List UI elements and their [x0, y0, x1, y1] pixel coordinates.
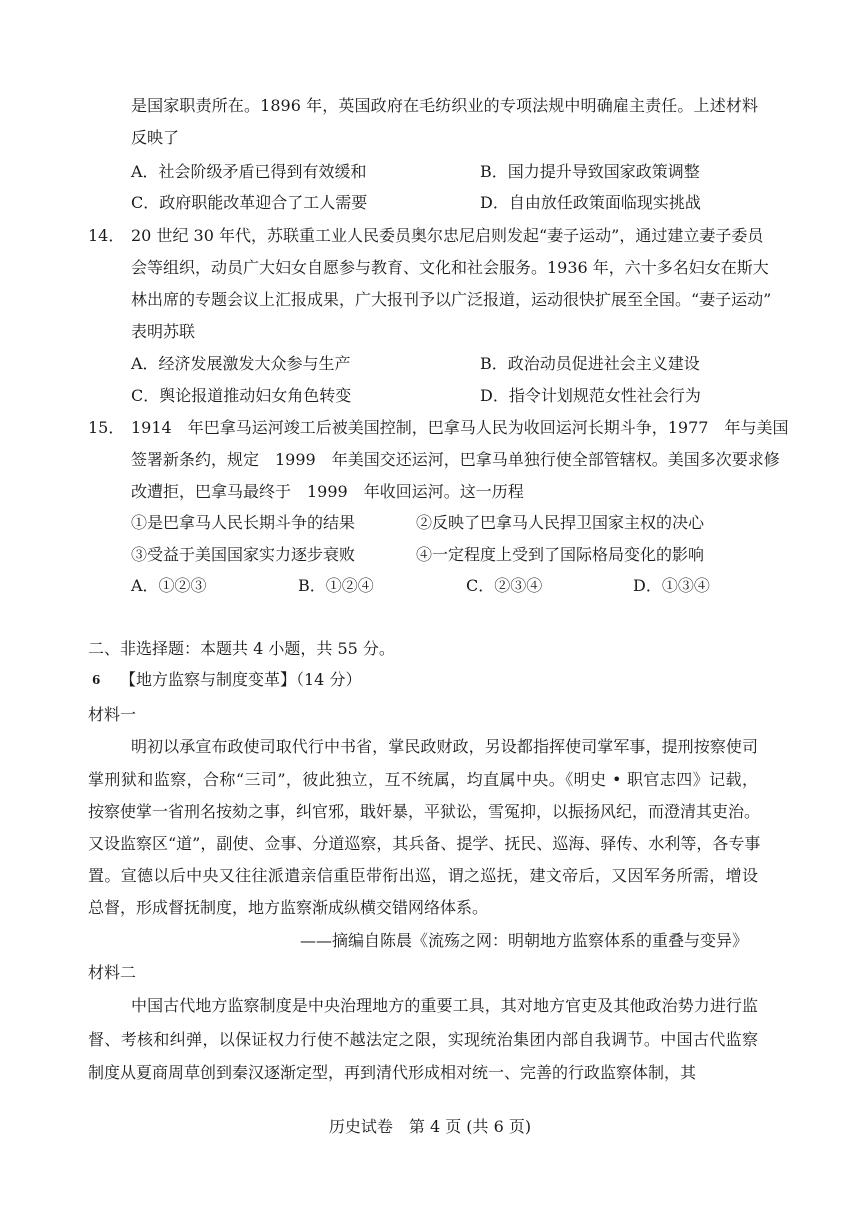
q16-number: 6: [92, 673, 101, 687]
q15-statement-1: ①是巴拿马人民长期斗争的结果: [131, 513, 356, 532]
material-1-line: 总督，形成督抚制度，地方监察渐成纵横交错网络体系。: [88, 898, 489, 917]
material-1-label: 材料一: [88, 705, 137, 724]
q13-option-d: D．自由放任政策面临现实挑战: [480, 193, 701, 212]
material-2-line: 制度从夏商周草创到秦汉逐渐定型，再到清代形成相对统一、完善的行政监察体制，其: [88, 1063, 697, 1082]
q15-option-a: A．①②③: [131, 576, 207, 595]
material-1-line: 按察使掌一省刑名按劾之事，纠官邪，戢奸暴，平狱讼，雪冤抑，以振扬风纪，而澄清其吏治。: [88, 802, 761, 821]
q15-text-line: 签署新条约，规定 1999 年美国交还运河，巴拿马单独行使全部管辖权。美国多次要求修: [131, 450, 780, 469]
q15-option-b: B．①②④: [298, 576, 374, 595]
q13-option-a: A．社会阶级矛盾已得到有效缓和: [131, 162, 367, 181]
q14-option-c: C．舆论报道推动妇女角色转变: [131, 386, 352, 405]
material-2-label: 材料二: [88, 963, 137, 982]
page-footer: 历史试卷 第 4 页 (共 6 页): [328, 1117, 532, 1136]
material-1-line: 掌刑狱和监察，合称“三司”，彼此独立，互不统属，均直属中央。《明史 • 职官志四》记载，: [88, 770, 758, 789]
section-heading: 二、非选择题：本题共 4 小题，共 55 分。: [88, 639, 395, 658]
q14-text-line: 20 世纪 30 年代，苏联重工业人民委员奥尔忠尼启则发起“妻子运动”，通过建立妻子委员: [131, 226, 764, 245]
material-1-line: 又设监察区“道”，副使、佥事、分道巡察，其兵备、提学、抚民、巡海、驿传、水利等，各专事: [88, 834, 761, 853]
q14-text-line: 表明苏联: [131, 322, 196, 341]
material-1-line: 置。宣德以后中央又往往派遣亲信重臣带衔出巡，谓之巡抚，建文帝后，又因军务所需，增设: [88, 866, 758, 885]
q13-text-line: 是国家职责所在。1896 年，英国政府在毛纺织业的专项法规中明确雇主责任。上述材料: [131, 96, 758, 115]
q14-text-line: 会等组织，动员广大妇女自愿参与教育、文化和社会服务。1936 年，六十多名妇女在斯大: [131, 258, 769, 277]
q15-text-line: 改遭拒，巴拿马最终于 1999 年收回运河。这一历程: [131, 482, 524, 501]
q14-option-d: D．指令计划规范女性社会行为: [480, 386, 701, 405]
q14-number: 14．: [88, 226, 125, 245]
q14-text-line: 林出席的专题会议上汇报成果，广大报刊予以广泛报道，运动很快扩展至全国。“妻子运动”: [131, 290, 772, 309]
material-2-line: 中国古代地方监察制度是中央治理地方的重要工具，其对地方官吏及其他政治势力进行监: [131, 996, 758, 1015]
q13-option-c: C．政府职能改革迎合了工人需要: [131, 193, 368, 212]
material-1-line: 明初以承宣布政使司取代行中书省，掌民政财政，另设都指挥使司掌军事，提刑按察使司: [131, 737, 758, 756]
q14-option-a: A．经济发展激发大众参与生产: [131, 354, 351, 373]
q15-text-line: 1914 年巴拿马运河竣工后被美国控制，巴拿马人民为收回运河长期斗争，1977 年与美国: [131, 418, 789, 437]
q13-option-b: B．国力提升导致国家政策调整: [480, 162, 700, 181]
q16-title: 【地方监察与制度变革】（14 分）: [120, 670, 362, 689]
material-1-source: ——摘编自陈晨《流殇之网：明朝地方监察体系的重叠与变异》: [300, 931, 749, 950]
q15-option-c: C．②③④: [466, 576, 543, 595]
q14-option-b: B．政治动员促进社会主义建设: [480, 354, 700, 373]
q13-text-line: 反映了: [131, 128, 180, 147]
q15-statement-3: ③受益于美国国家实力逐步衰败: [131, 545, 356, 564]
material-2-line: 督、考核和纠弹，以保证权力行使不越法定之限，实现统治集团内部自我调节。中国古代监察: [88, 1030, 758, 1049]
q15-number: 15．: [88, 418, 125, 437]
q15-statement-2: ②反映了巴拿马人民捍卫国家主权的决心: [416, 513, 705, 532]
q15-option-d: D．①③④: [633, 576, 710, 595]
q15-statement-4: ④一定程度上受到了国际格局变化的影响: [416, 545, 705, 564]
